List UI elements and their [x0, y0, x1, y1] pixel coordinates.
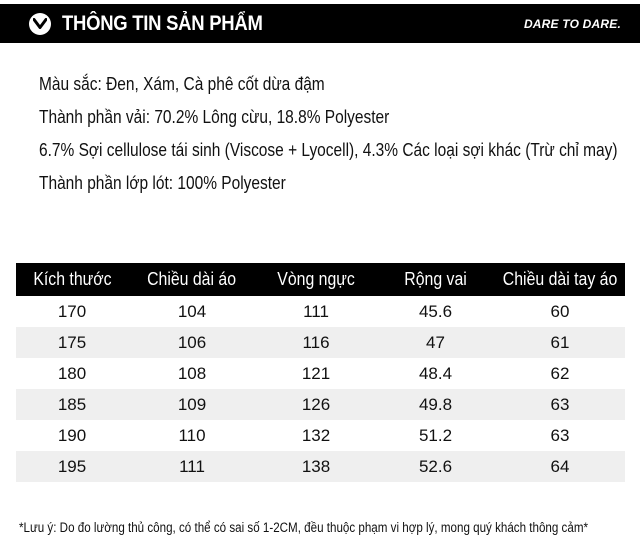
column-header-size: Kích thước: [16, 263, 128, 296]
table-cell: 126: [256, 389, 376, 420]
table-cell: 121: [301, 363, 331, 383]
table-cell: 47: [376, 327, 495, 358]
info-color: Màu sắc: Đen, Xám, Cà phê cốt dừa đậm: [39, 74, 325, 94]
table-cell: 52.6: [376, 451, 495, 482]
info-fabric: Thành phần vải: 70.2% Lông cừu, 18.8% Polyester: [39, 107, 390, 127]
table-row: [16, 327, 625, 358]
column-header-chest: Vòng ngực: [256, 263, 376, 296]
table-cell: 190: [57, 425, 87, 445]
column-header-length: Chiều dài áo: [128, 263, 256, 296]
table-cell: 132: [301, 425, 331, 445]
table-cell: 61: [495, 327, 625, 358]
info-lining: Thành phần lớp lót: 100% Polyester: [39, 173, 286, 193]
table-cell: 185: [16, 389, 128, 420]
column-header-shoulder: Rộng vai: [376, 263, 495, 296]
table-cell: 111: [303, 301, 329, 321]
table-cell: 109: [128, 389, 256, 420]
table-cell: 195: [16, 451, 128, 482]
size-table-header: [16, 263, 625, 296]
table-row: [16, 296, 625, 327]
size-table: [16, 263, 625, 482]
table-cell: 180: [57, 363, 87, 383]
table-cell: 60: [550, 301, 570, 321]
table-row: [16, 389, 625, 420]
chevron-down-circle-icon: [29, 13, 51, 35]
table-row: [16, 420, 625, 451]
table-cell: 108: [177, 363, 207, 383]
table-cell: 104: [177, 301, 207, 321]
table-cell: 170: [57, 301, 87, 321]
table-cell: 45.6: [418, 301, 453, 321]
info-fabric-continued: 6.7% Sợi cellulose tái sinh (Viscose + Lyocell), 4.3% Các loại sợi khác (Trừ chỉ may): [39, 140, 618, 160]
table-cell: 64: [495, 451, 625, 482]
column-header-sleeve: Chiều dài tay áo: [495, 263, 625, 296]
table-cell: 106: [128, 327, 256, 358]
table-cell: 175: [16, 327, 128, 358]
table-cell: 49.8: [376, 389, 495, 420]
table-row: [16, 451, 625, 482]
table-cell: 138: [256, 451, 376, 482]
measurement-note: *Lưu ý: Do đo lường thủ công, có thể có sai số 1-2CM, đều thuộc phạm vi hợp lý, mong quý khách thông cảm*: [19, 520, 589, 535]
table-cell: 48.4: [418, 363, 453, 383]
header-bar: [0, 4, 640, 43]
table-cell: 62: [550, 363, 570, 383]
table-cell: 111: [128, 451, 256, 482]
table-cell: 110: [178, 425, 206, 445]
table-cell: 63: [495, 389, 625, 420]
table-cell: 116: [256, 327, 376, 358]
table-row: [16, 358, 625, 389]
table-cell: 63: [550, 425, 570, 445]
product-info: [39, 68, 640, 200]
header-title: THÔNG TIN SẢN PHẨM: [62, 11, 263, 35]
table-cell: 51.2: [418, 425, 453, 445]
header-slogan: DARE TO DARE.: [523, 17, 621, 31]
